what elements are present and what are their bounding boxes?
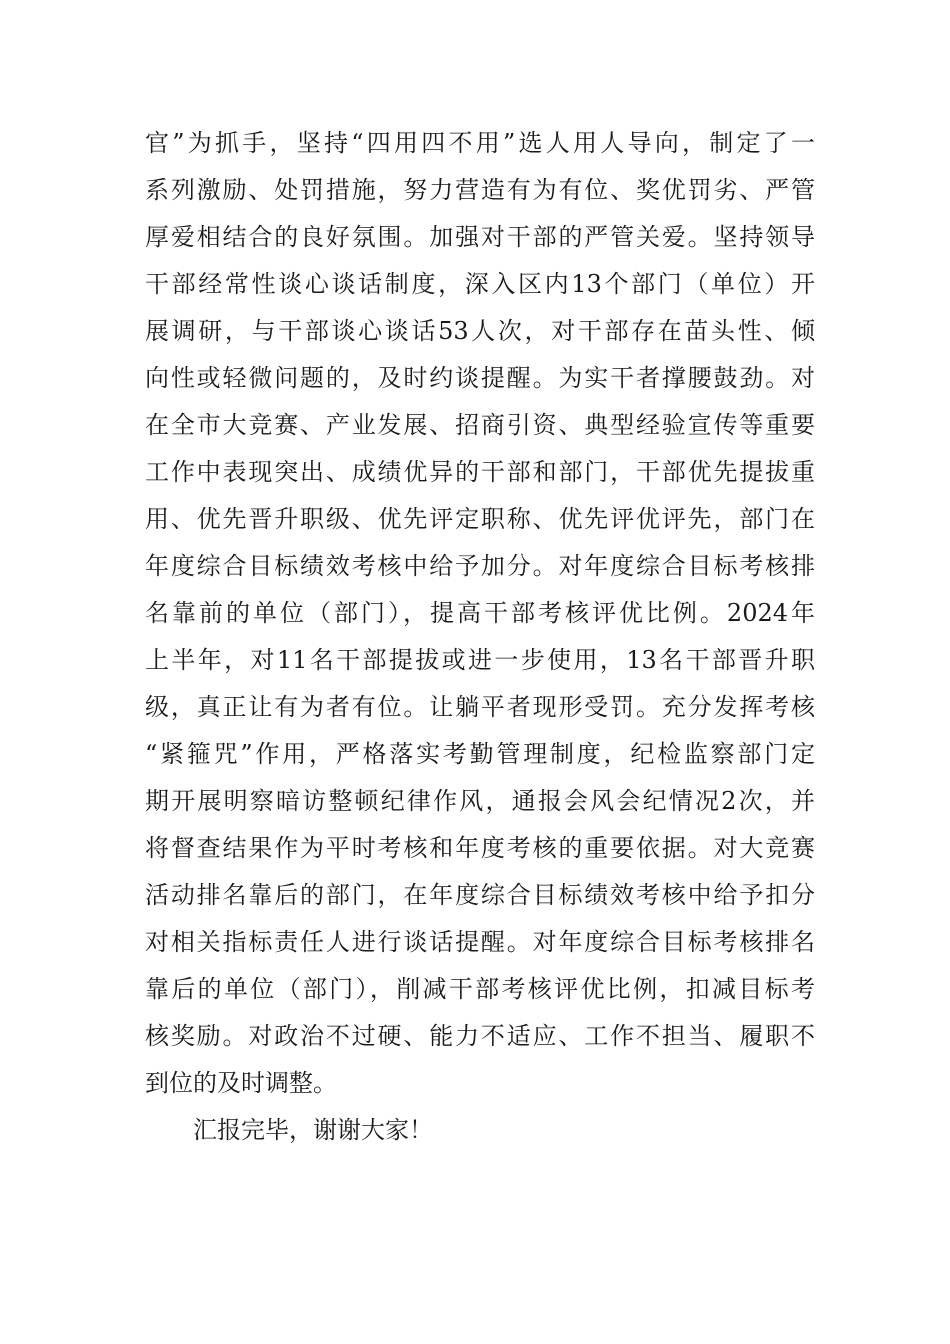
text-line: 将督查结果作为平时考核和年度考核的重要依据。对大竞赛	[145, 834, 815, 862]
text-line: 到位的及时调整。	[145, 1069, 337, 1097]
text-line: 级，真正让有为者有位。让躺平者现形受罚。充分发挥考核	[145, 693, 815, 721]
text-line: 工作中表现突出、成绩优异的干部和部门，干部优先提拔重	[145, 458, 815, 486]
text-line: 在全市大竞赛、产业发展、招商引资、典型经验宣传等重要	[145, 411, 815, 439]
text-line: 核奖励。对政治不过硬、能力不适应、工作不担当、履职不	[145, 1022, 815, 1050]
text-line: 期开展明察暗访整顿纪律作风，通报会风会纪情况2次，并	[145, 787, 815, 815]
text-line: 名靠前的单位（部门），提高干部考核评优比例。2024年	[145, 599, 815, 627]
body-text	[145, 120, 815, 1154]
text-line: 干部经常性谈心谈话制度，深入区内13个部门（单位）开	[145, 270, 815, 298]
text-line: 厚爱相结合的良好氛围。加强对干部的严管关爱。坚持领导	[145, 223, 815, 251]
text-line: “紧箍咒”作用，严格落实考勤管理制度，纪检监察部门定	[145, 740, 815, 768]
text-line: 靠后的单位（部门），削减干部考核评优比例，扣减目标考	[145, 975, 815, 1003]
text-line: 展调研，与干部谈心谈话53人次，对干部存在苗头性、倾	[145, 317, 815, 345]
text-line: 官”为抓手，坚持“四用四不用”选人用人导向，制定了一	[145, 129, 815, 157]
text-line: 向性或轻微问题的，及时约谈提醒。为实干者撑腰鼓劲。对	[145, 364, 815, 392]
closing-remark: 汇报完毕，谢谢大家！	[193, 1116, 433, 1144]
text-line: 用、优先晋升职级、优先评定职称、优先评优评先，部门在	[145, 505, 815, 533]
text-line: 对相关指标责任人进行谈话提醒。对年度综合目标考核排名	[145, 928, 815, 956]
text-line: 上半年，对11名干部提拔或进一步使用，13名干部晋升职	[145, 646, 815, 674]
text-line: 系列激励、处罚措施，努力营造有为有位、奖优罚劣、严管	[145, 176, 815, 204]
text-line: 活动排名靠后的部门，在年度综合目标绩效考核中给予扣分	[145, 881, 815, 909]
text-line: 年度综合目标绩效考核中给予加分。对年度综合目标考核排	[145, 552, 815, 580]
